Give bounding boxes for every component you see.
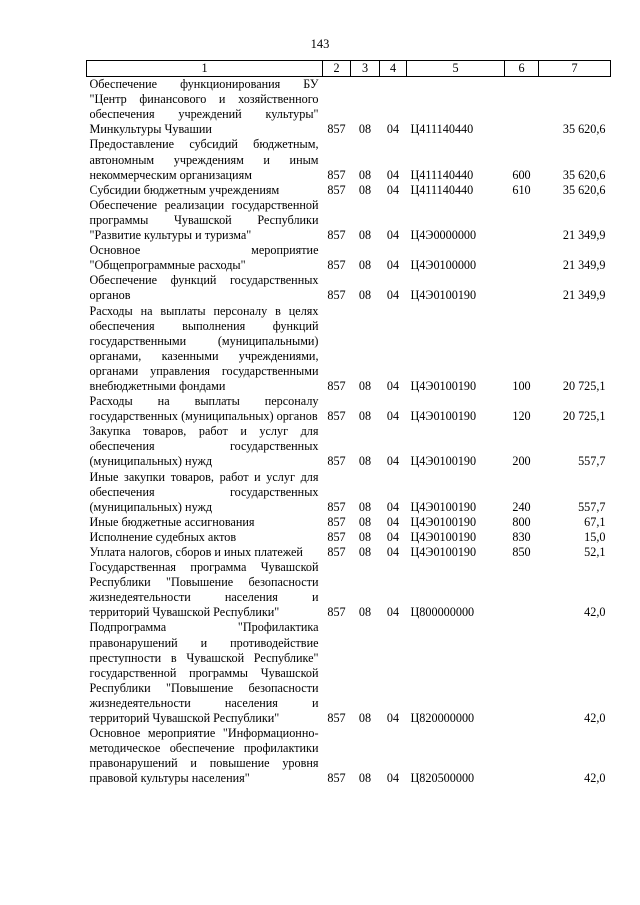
ministry-code: 857 xyxy=(327,288,346,303)
subsection-code: 04 xyxy=(386,454,400,469)
expense-type-code: 610 xyxy=(512,182,531,197)
amount: 35 620,6 xyxy=(562,182,606,197)
expense-type-code: 850 xyxy=(512,545,531,559)
target-article-code: Ц411140440 xyxy=(410,122,474,137)
section-code: 08 xyxy=(358,771,372,786)
section-code: 08 xyxy=(358,529,372,544)
subsection-code: 04 xyxy=(386,258,400,273)
subsection-code: 04 xyxy=(386,228,400,243)
section-code: 08 xyxy=(358,605,372,620)
expense-type-code: 200 xyxy=(512,454,531,469)
subsection-code: 04 xyxy=(386,122,400,137)
expense-type-code xyxy=(505,560,539,620)
table-row xyxy=(87,304,611,395)
table-row xyxy=(87,183,611,198)
amount: 52,1 xyxy=(584,545,606,559)
expense-type-code xyxy=(505,243,539,273)
ministry-code: 857 xyxy=(327,122,346,137)
item-name: Основное мероприятие "Информационно-методическое обеспечение профилактики правонарушений и повышение уровня правовой культуры населения" xyxy=(89,726,319,786)
table-row xyxy=(87,243,611,273)
item-name: Обеспечение функционирования БУ "Центр финансового и хозяйственного обеспечения учреждений культуры" Минкультуры Чувашии xyxy=(89,77,319,137)
table-row xyxy=(87,620,611,726)
expense-type-code: 800 xyxy=(512,514,531,529)
item-name: Уплата налогов, сборов и иных платежей xyxy=(89,545,303,559)
table-row xyxy=(87,198,611,243)
target-article-code: Ц4Э0100190 xyxy=(410,514,477,529)
section-code: 08 xyxy=(358,545,372,559)
table-row xyxy=(87,424,611,469)
ministry-code: 857 xyxy=(327,228,346,243)
subsection-code: 04 xyxy=(386,545,400,559)
amount: 557,7 xyxy=(578,499,606,514)
item-name: Расходы на выплаты персоналу государственных (муниципальных) органов xyxy=(89,394,319,424)
section-code: 08 xyxy=(358,122,372,137)
table-row xyxy=(87,530,611,545)
target-article-code: Ц820500000 xyxy=(410,771,475,786)
table-row xyxy=(87,545,611,560)
subsection-code: 04 xyxy=(386,771,400,786)
item-name: Иные закупки товаров, работ и услуг для обеспечения государственных (муниципальных) нужд xyxy=(89,469,319,514)
expense-type-code: 830 xyxy=(512,529,531,544)
subsection-code: 04 xyxy=(386,182,400,197)
ministry-code: 857 xyxy=(327,514,346,529)
item-name: Субсидии бюджетным учреждениям xyxy=(89,182,280,197)
amount: 20 725,1 xyxy=(562,409,606,424)
expense-type-code: 120 xyxy=(512,409,531,424)
amount: 557,7 xyxy=(578,454,606,469)
subsection-code: 04 xyxy=(386,711,400,726)
target-article-code: Ц411140440 xyxy=(410,182,474,197)
section-code: 08 xyxy=(358,167,372,182)
expense-type-code xyxy=(505,198,539,243)
item-name: Обеспечение реализации государственной программы Чувашской Республики "Развитие культуры и туризма" xyxy=(89,197,319,243)
target-article-code: Ц4Э0100190 xyxy=(410,454,477,469)
ministry-code: 857 xyxy=(327,378,346,393)
header-row xyxy=(87,61,611,77)
table-row xyxy=(87,273,611,303)
section-code: 08 xyxy=(358,288,372,303)
amount: 67,1 xyxy=(584,514,606,529)
expense-type-code: 240 xyxy=(512,499,531,514)
target-article-code: Ц411140440 xyxy=(410,167,474,182)
table-row xyxy=(87,560,611,620)
header-cell: 7 xyxy=(539,61,611,77)
subsection-code: 04 xyxy=(386,529,400,544)
section-code: 08 xyxy=(358,711,372,726)
target-article-code: Ц4Э0100190 xyxy=(410,409,477,424)
target-article-code: Ц4Э0100190 xyxy=(410,545,477,559)
subsection-code: 04 xyxy=(386,409,400,424)
expense-type-code: 600 xyxy=(512,167,531,182)
header-cell: 6 xyxy=(505,61,539,77)
budget-table xyxy=(86,60,611,787)
subsection-code: 04 xyxy=(386,499,400,514)
header-cell: 4 xyxy=(380,61,407,77)
amount: 42,0 xyxy=(584,711,606,726)
item-name: Предоставление субсидий бюджетным, автономным учреждениям и иным некоммерческим организациям xyxy=(89,137,319,182)
page-number: 143 xyxy=(310,37,330,51)
subsection-code: 04 xyxy=(386,288,400,303)
expense-type-code xyxy=(505,77,539,138)
ministry-code: 857 xyxy=(327,182,346,197)
expense-type-code xyxy=(505,726,539,786)
ministry-code: 857 xyxy=(327,454,346,469)
amount: 42,0 xyxy=(584,771,606,786)
subsection-code: 04 xyxy=(386,605,400,620)
item-name: Расходы на выплаты персоналу в целях обеспечения выполнения функций государственными (муниципальными) органами, казенными учреждениями, органами управления государственными внебюджетными фондами xyxy=(89,303,319,393)
expense-type-code xyxy=(505,273,539,303)
amount: 20 725,1 xyxy=(562,378,606,393)
amount: 35 620,6 xyxy=(562,122,606,137)
item-name: Основное мероприятие "Общепрограммные расходы" xyxy=(89,243,319,273)
amount: 21 349,9 xyxy=(562,228,606,243)
target-article-code: Ц800000000 xyxy=(410,605,475,620)
section-code: 08 xyxy=(358,499,372,514)
header-cell: 3 xyxy=(351,61,380,77)
subsection-code: 04 xyxy=(386,378,400,393)
ministry-code: 857 xyxy=(327,409,346,424)
header-cell: 1 xyxy=(87,61,323,77)
amount: 35 620,6 xyxy=(562,167,606,182)
expense-type-code xyxy=(505,620,539,726)
amount: 42,0 xyxy=(584,605,606,620)
section-code: 08 xyxy=(358,454,372,469)
section-code: 08 xyxy=(358,378,372,393)
ministry-code: 857 xyxy=(327,711,346,726)
header-cell: 5 xyxy=(407,61,505,77)
amount: 21 349,9 xyxy=(562,258,606,273)
target-article-code: Ц4Э0100190 xyxy=(410,499,477,514)
amount: 15,0 xyxy=(584,529,606,544)
ministry-code: 857 xyxy=(327,605,346,620)
item-name: Иные бюджетные ассигнования xyxy=(89,514,255,529)
table-row xyxy=(87,515,611,530)
target-article-code: Ц820000000 xyxy=(410,711,475,726)
item-name: Государственная программа Чувашской Республики "Повышение безопасности жизнедеятельности населения и территорий Чувашской Республики" xyxy=(89,560,319,620)
target-article-code: Ц4Э0000000 xyxy=(410,228,477,243)
item-name: Закупка товаров, работ и услуг для обеспечения государственных (муниципальных) нужд xyxy=(89,424,319,469)
table-row xyxy=(87,137,611,182)
target-article-code: Ц4Э0100190 xyxy=(410,288,477,303)
ministry-code: 857 xyxy=(327,258,346,273)
subsection-code: 04 xyxy=(386,514,400,529)
section-code: 08 xyxy=(358,228,372,243)
item-name: Исполнение судебных актов xyxy=(89,529,237,544)
section-code: 08 xyxy=(358,409,372,424)
item-name: Подпрограмма "Профилактика правонарушений и противодействие преступности в Чувашской Республике" государственной программы Чувашской Республики "Повышение безопасности жизнедеятельности населения и территорий Чувашской Республики" xyxy=(89,620,319,726)
ministry-code: 857 xyxy=(327,545,346,559)
ministry-code: 857 xyxy=(327,771,346,786)
ministry-code: 857 xyxy=(327,167,346,182)
target-article-code: Ц4Э0100000 xyxy=(410,258,477,273)
target-article-code: Ц4Э0100190 xyxy=(410,378,477,393)
table-row xyxy=(87,726,611,786)
subsection-code: 04 xyxy=(386,167,400,182)
section-code: 08 xyxy=(358,182,372,197)
amount: 21 349,9 xyxy=(562,288,606,303)
target-article-code: Ц4Э0100190 xyxy=(410,529,477,544)
expense-type-code: 100 xyxy=(512,378,531,393)
table-row xyxy=(87,394,611,424)
item-name: Обеспечение функций государственных органов xyxy=(89,273,319,303)
table-row xyxy=(87,470,611,515)
section-code: 08 xyxy=(358,514,372,529)
ministry-code: 857 xyxy=(327,499,346,514)
section-code: 08 xyxy=(358,258,372,273)
ministry-code: 857 xyxy=(327,529,346,544)
header-cell: 2 xyxy=(323,61,351,77)
table-row xyxy=(87,77,611,138)
